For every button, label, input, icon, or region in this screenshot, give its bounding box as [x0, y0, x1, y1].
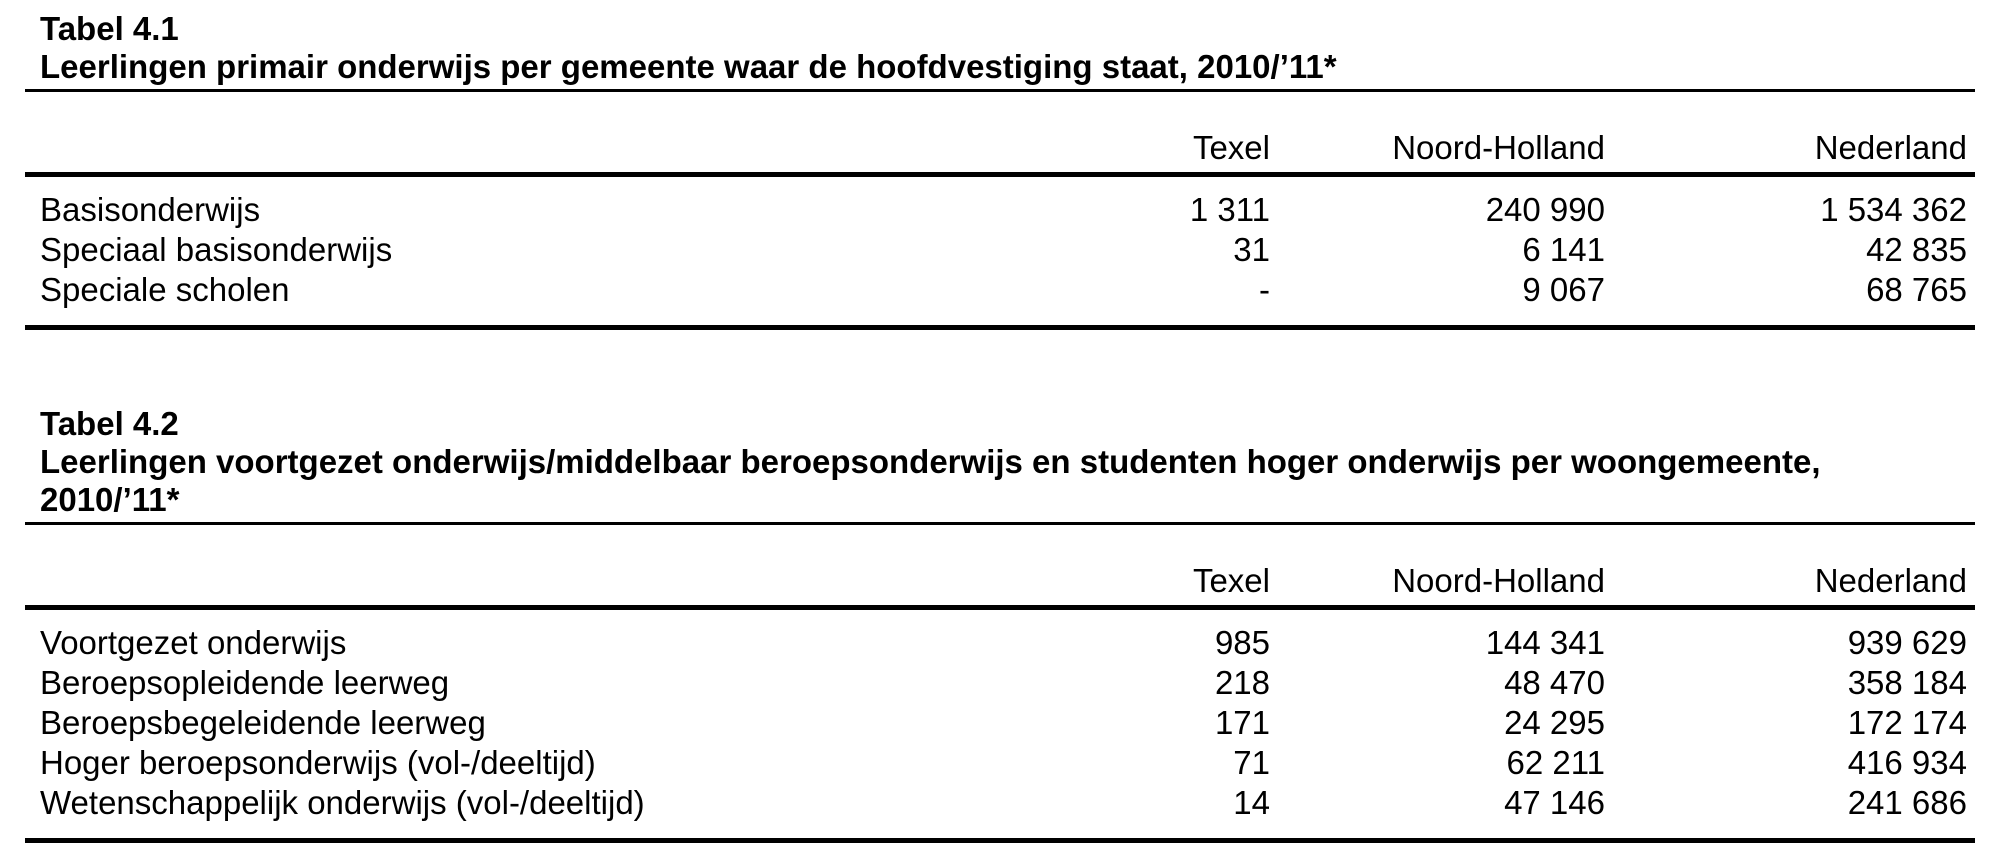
table-4-1 [25, 128, 1975, 330]
cell-value: 241 686 [1847, 784, 1967, 821]
table-4-2 [25, 561, 1975, 843]
cell-value: 172 174 [1847, 704, 1967, 741]
column-header-nederland: Nederland [1613, 128, 1975, 175]
table-row-voortgezet-onderwijs [25, 608, 1975, 664]
cell-value: 171 [1214, 704, 1270, 741]
row-label: Speciale scholen [40, 271, 290, 308]
cell-value: 144 341 [1485, 624, 1605, 661]
column-header-texel: Texel [978, 128, 1278, 175]
table-row-wetenschappelijk-onderwijs [25, 783, 1975, 841]
cell-value: 218 [1214, 664, 1270, 701]
table-row-speciale-scholen [25, 270, 1975, 328]
table-row-beroepsbegeleidende-leerweg [25, 703, 1975, 743]
table-4-1-title-block [25, 10, 1975, 92]
table-4-1-title: Leerlingen primair onderwijs per gemeente waar de hoofdvestiging staat, 2010/’11* [40, 48, 1337, 85]
table-row-beroepsopleidende-leerweg [25, 663, 1975, 703]
row-label: Speciaal basisonderwijs [40, 231, 393, 268]
table-4-2-header-row [25, 561, 1975, 608]
cell-value: 1 534 362 [1820, 191, 1967, 228]
column-header-texel: Texel [978, 561, 1278, 608]
row-label: Basisonderwijs [40, 191, 261, 228]
cell-value: 6 141 [1522, 231, 1605, 268]
cell-value: 62 211 [1506, 744, 1605, 781]
table-4-2-title-line-1: Leerlingen voortgezet onderwijs/middelbaar beroepsonderwijs en studenten hoger onderwijs per woongemeente, [40, 443, 1821, 480]
column-header-empty [25, 561, 978, 608]
cell-value: 14 [1233, 784, 1270, 821]
cell-value: 24 295 [1504, 704, 1605, 741]
cell-value: - [1259, 271, 1270, 308]
row-label: Voortgezet onderwijs [40, 624, 347, 661]
table-4-2-title-line-2: 2010/’11* [40, 481, 180, 518]
cell-value: 240 990 [1485, 191, 1605, 228]
cell-value: 358 184 [1847, 664, 1967, 701]
table-row-hoger-beroepsonderwijs [25, 743, 1975, 783]
table-row-basisonderwijs [25, 175, 1975, 231]
cell-value: 31 [1233, 231, 1270, 268]
cell-value: 47 146 [1504, 784, 1605, 821]
column-header-noord-holland: Noord-Holland [1278, 561, 1613, 608]
cell-value: 985 [1214, 624, 1270, 661]
cell-value: 939 629 [1847, 624, 1967, 661]
cell-value: 416 934 [1847, 744, 1967, 781]
cell-value: 71 [1233, 744, 1270, 781]
row-label: Wetenschappelijk onderwijs (vol-/deeltijd) [40, 784, 645, 821]
table-4-1-section [25, 10, 1975, 330]
table-4-2-title-block [25, 405, 1975, 525]
column-header-noord-holland: Noord-Holland [1278, 128, 1613, 175]
column-header-nederland: Nederland [1613, 561, 1975, 608]
table-4-2-section [25, 405, 1975, 843]
cell-value: 1 311 [1189, 191, 1270, 228]
cell-value: 68 765 [1866, 271, 1967, 308]
cell-value: 48 470 [1504, 664, 1605, 701]
row-label: Beroepsbegeleidende leerweg [40, 704, 486, 741]
row-label: Hoger beroepsonderwijs (vol-/deeltijd) [40, 744, 596, 781]
table-4-1-number: Tabel 4.1 [40, 10, 179, 47]
column-header-empty [25, 128, 978, 175]
table-row-speciaal-basisonderwijs [25, 230, 1975, 270]
cell-value: 42 835 [1866, 231, 1967, 268]
cell-value: 9 067 [1522, 271, 1605, 308]
table-4-1-header-row [25, 128, 1975, 175]
table-4-2-number: Tabel 4.2 [40, 405, 179, 442]
row-label: Beroepsopleidende leerweg [40, 664, 450, 701]
